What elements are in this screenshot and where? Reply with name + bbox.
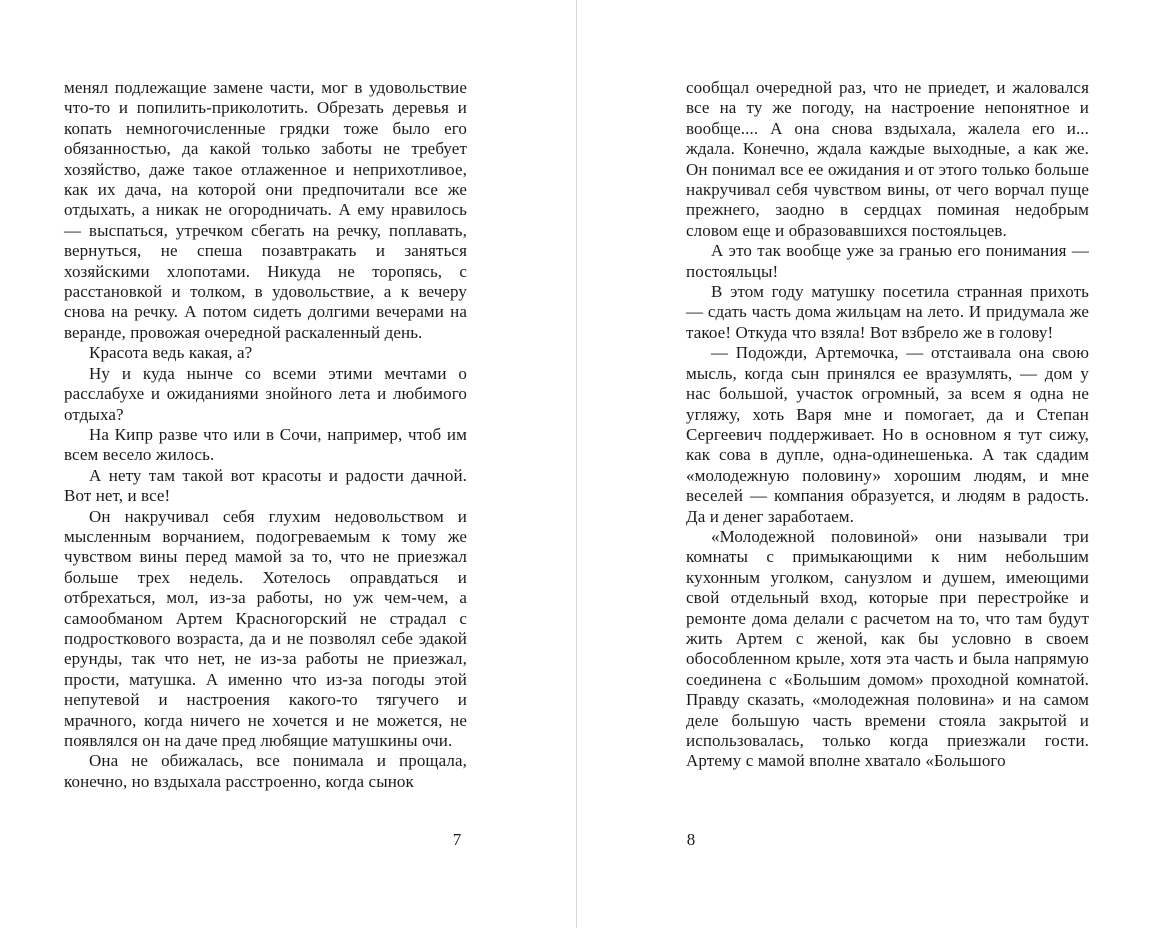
- paragraph: «Молодежной половиной» они называли три комнаты с примыкающими к ним небольшим кухонным уголком, санузлом и душем, имеющими свой отдельный вход, которые при перестройке и ремонте дома делали с расчетом на то, что там будут жить Артем с женой, как бы условно в своем обособленном крыле, хотя эта часть и была напрямую соединена с «Большим домом» проходной комнатой. Правду сказать, «молодежная половина» и на самом деле большую часть времени стояла закрытой и использовалась, только когда приезжали гости. Артему с мамой вполне хватало «Большого: [686, 526, 1089, 771]
- paragraph: — Подожди, Артемочка, — отстаивала она свою мысль, когда сын принялся ее вразумлять, — дом у нас большой, участок огромный, за всем я одна не угляжу, хоть Варя мне и помогает, да и Степан Сергеевич поддерживает. Но в основном я тут сижу, как сова в дупле, одна-одинешенька. А так сдадим «молодежную половину» хорошим людям, и мне веселей — компания образуется, и людям в радость. Да и денег заработаем.: [686, 343, 1089, 526]
- page-text: [686, 78, 1089, 772]
- paragraph: Ну и куда нынче со всеми этими мечтами о расслабухе и ожиданиями знойного лета и любимого отдыха?: [64, 363, 467, 424]
- page-right: [576, 0, 1152, 928]
- paragraph: А нету там такой вот красоты и радости дачной. Вот нет, и все!: [64, 465, 467, 506]
- paragraph: На Кипр разве что или в Сочи, например, чтоб им всем весело жилось.: [64, 424, 467, 465]
- page-text: [64, 78, 467, 792]
- paragraph: менял подлежащие замене части, мог в удовольствие что-то и попилить-приколотить. Обрезать деревья и копать немногочисленные грядки тоже было его обязанностью, да какой только заботы не требует хозяйство, даже такое отлаженное и неприхотливое, как их дача, на которой они предпочитали все же отдыхать, а никак не огородничать. А ему нравилось — выспаться, утречком сбегать на речку, поплавать, вернуться, не спеша позавтракать и заняться хозяйскими хлопотами. Никуда не торопясь, с расстановкой и толком, в удовольствие, а к вечеру снова на речку. А потом сидеть долгими вечерами на веранде, провожая очередной раскаленный день.: [64, 78, 467, 342]
- page-number: 7: [452, 830, 462, 849]
- paragraph: Он накручивал себя глухим недовольством и мысленным ворчанием, подогреваемым к тому же чувством вины перед мамой за то, что не приезжал больше трех недель. Хотелось оправдаться и отбрехаться, мол, из-за работы, но уж чем-чем, а самообманом Артем Красногорский не страдал с подросткового возраста, да и не позволял себе эдакой ерунды, так что нет, не из-за работы не приезжал, прости, матушка. А именно что из-за погоды этой непутевой и настроения какого-то тягучего и мрачного, когда ничего не хочется и не можется, не появлялся он на даче пред любящие матушкины очи.: [64, 506, 467, 750]
- paragraph: Красота ведь какая, а?: [89, 343, 253, 363]
- paragraph: сообщал очередной раз, что не приедет, и жаловался все на ту же погоду, на настроение непонятное и вообще.... А она снова вздыхала, жалела его и... ждала. Конечно, ждала каждые выходные, а как же. Он понимал все ее ожидания и от этого только больше накручивал себя чувством вины, от чего ворчал пуще прежнего, заодно в сердцах поминая недобрым словом еще и образовавшихся постояльцев.: [686, 78, 1089, 240]
- paragraph: В этом году матушку посетила странная прихоть — сдать часть дома жильцам на лето. И придумала же такое! Откуда что взяла! Вот взбрело же в голову!: [686, 282, 1089, 342]
- paragraph: А это так вообще уже за гранью его понимания — постояльцы!: [686, 241, 1089, 281]
- page-number: 8: [686, 830, 696, 849]
- paragraph: Она не обижалась, все понимала и прощала, конечно, но вздыхала расстроенно, когда сынок: [64, 751, 467, 791]
